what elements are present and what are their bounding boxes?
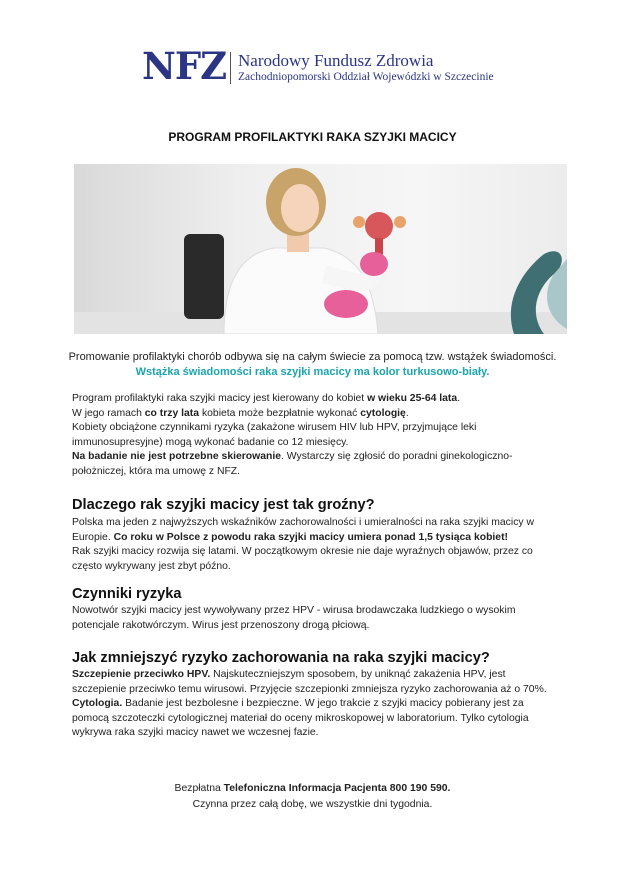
section-heading-danger: Dlaczego rak szyjki macicy jest tak groźny?	[72, 497, 375, 513]
prevention-paragraph-2: Cytologia. Badanie jest bezbolesne i bezpieczne. W jego trakcie z szyjki macicy pobierany jest za pomocą szczoteczki cytologicznej materiał do oceny mikroskopowej w laboratorium. Tylko cytologia wykrywa raka szyjki macicy nawet we wczesnej fazie.	[72, 698, 529, 739]
hotline-hours: Czynna przez całą dobę, we wszystkie dni tygodnia.	[192, 799, 433, 810]
program-paragraph-1: Program profilaktyki raka szyjki macicy jest kierowany do kobiet w wieku 25-64 lata.	[72, 393, 461, 404]
danger-paragraph-2: Rak szyjki macicy rozwija się latami. W początkowym okresie nie daje wyraźnych objawów, przez co często wykrywany jest zbyt późno.	[72, 546, 533, 572]
footer	[0, 781, 625, 813]
program-info	[72, 392, 562, 480]
program-paragraph-4: Na badanie nie jest potrzebne skierowanie. Wystarczy się zgłosić do poradni ginekologiczno-położniczej, która ma umowę z NFZ.	[72, 451, 513, 477]
danger-paragraph-1: Polska ma jeden z najwyższych wskaźników zachorowalności i umieralności na raka szyjki macicy w Europie. Co roku w Polsce z powodu raka szyjki macicy umiera ponad 1,5 tysiąca kobiet!	[72, 517, 534, 543]
section-risk-body	[72, 604, 562, 633]
hero-image	[74, 164, 567, 334]
org-branch: Zachodniopomorski Oddział Wojewódzki w Szczecinie	[238, 71, 494, 83]
nfz-logo: NFZ	[142, 44, 227, 88]
section-heading-prevention: Jak zmniejszyć ryzyko zachorowania na raka szyjki macicy?	[72, 650, 490, 666]
section-prevention-body	[72, 668, 562, 741]
intro	[0, 350, 625, 380]
program-paragraph-3: Kobiety obciążone czynnikami ryzyka (zakażone wirusem HIV lub HPV, przyjmujące leki immunosupresyjne) mogą wykonać badanie co 12 miesięcy.	[72, 422, 477, 448]
org-name: Narodowy Fundusz Zdrowia	[238, 51, 434, 70]
section-danger-body	[72, 516, 562, 574]
header	[142, 46, 562, 86]
doctor-illustration	[74, 164, 567, 334]
logo-divider	[230, 52, 231, 84]
risk-paragraph-1: Nowotwór szyjki macicy jest wywoływany przez HPV - wirusa brodawczaka ludzkiego o wysokim potencjale rakotwórczym. Wirus jest przenoszony drogą płciową.	[72, 605, 516, 631]
intro-line-ribbon: Wstążka świadomości raka szyjki macicy ma kolor turkusowo-biały.	[135, 366, 490, 378]
section-heading-risk: Czynniki ryzyka	[72, 586, 182, 602]
prevention-paragraph-1: Szczepienie przeciwko HPV. Najskuteczniejszym sposobem, by uniknąć zakażenia HPV, jest szczepienie przeciwko temu wirusowi. Przyjęcie szczepionki zmniejsza ryzyko zachorowania aż o 70%.	[72, 669, 547, 695]
program-paragraph-2: W jego ramach co trzy lata kobieta może bezpłatnie wykonać cytologię.	[72, 407, 409, 419]
intro-line-1: Promowanie profilaktyki chorób odbywa się na całym świecie za pomocą tzw. wstążek świadomości.	[68, 351, 557, 363]
hotline-line: Bezpłatna Telefoniczna Informacja Pacjenta 800 190 590.	[174, 783, 451, 794]
document-title: PROGRAM PROFILAKTYKI RAKA SZYJKI MACICY	[168, 130, 457, 144]
